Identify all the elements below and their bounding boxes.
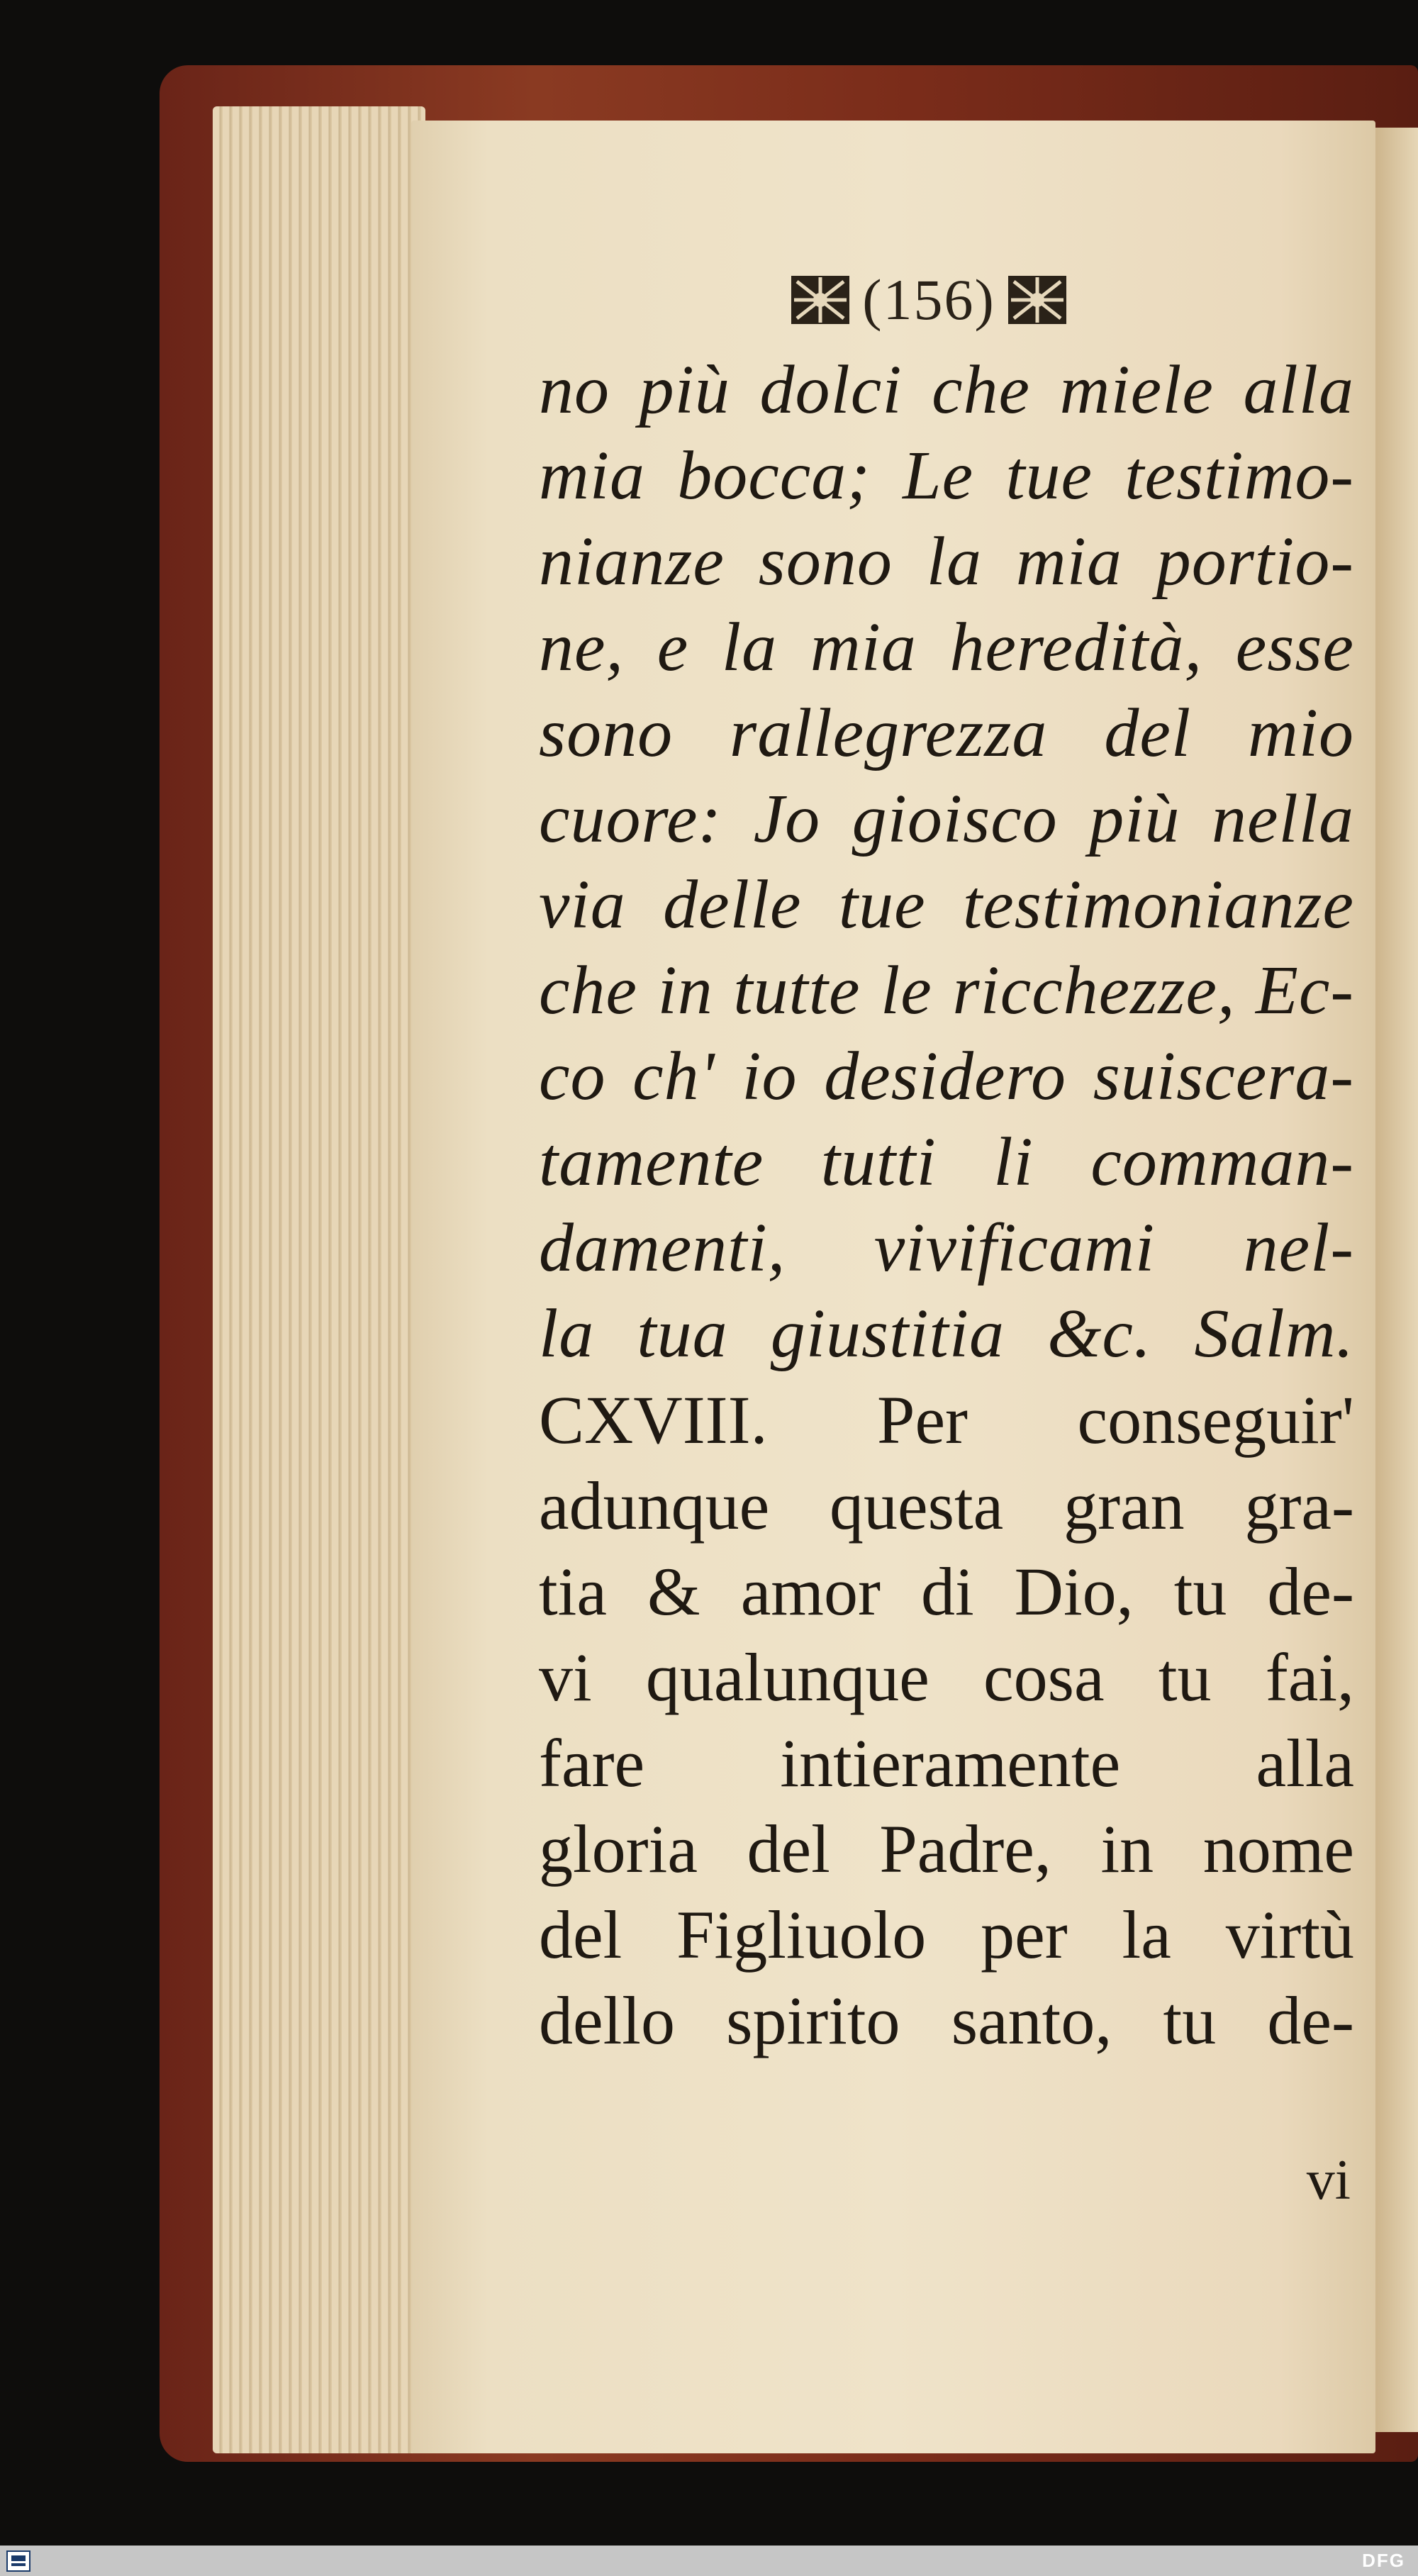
facing-page-edge <box>1375 128 1418 2432</box>
text-line: che in tutte le ricchezze, Ec- <box>539 952 1354 1029</box>
text-line: tamente tutti li comman- <box>539 1124 1354 1200</box>
text-line: via delle tue testimonianze <box>539 866 1354 943</box>
text-line: CXVIII. Per conseguir' <box>539 1382 1354 1458</box>
text-line: ne, e la mia heredità, esse <box>539 609 1354 686</box>
dfg-logo[interactable]: DFG <box>1362 2550 1405 2571</box>
text-line: del Figliuolo per la virtù <box>539 1897 1354 1973</box>
text-line: mia bocca; Le tue testimo- <box>539 437 1354 514</box>
text-line: nianze sono la mia portio- <box>539 523 1354 600</box>
text-line: sono rallegrezza del mio <box>539 695 1354 771</box>
fleuron-ornament-right-icon <box>1005 272 1069 328</box>
text-line: co ch' io desidero suiscera- <box>539 1038 1354 1115</box>
text-line: damenti, vivificami nel- <box>539 1210 1354 1286</box>
text-line: no più dolci che miele alla <box>539 352 1354 428</box>
text-line: cuore: Jo gioisco più nella <box>539 781 1354 857</box>
library-logo-icon[interactable] <box>4 2549 33 2573</box>
page-edges <box>213 106 425 2453</box>
page-header <box>766 261 1092 339</box>
text-line: la tua giustitia &c. Salm. <box>539 1295 1354 1372</box>
text-line: dello spirito santo, tu de- <box>539 1983 1354 2058</box>
page-text <box>539 347 1354 2063</box>
text-line: adunque questa gran gra- <box>539 1468 1354 1544</box>
text-line: tia & amor di Dio, tu de- <box>539 1554 1354 1629</box>
page-number: (156) <box>862 267 995 332</box>
catchword: vi <box>1306 2149 1351 2212</box>
fleuron-ornament-left-icon <box>788 272 852 328</box>
text-line: fare intieramente alla <box>539 1725 1354 1801</box>
viewer-footer-bar <box>0 2546 1418 2576</box>
text-line: gloria del Padre, in nome <box>539 1811 1354 1887</box>
text-line: vi qualunque cosa tu fai, <box>539 1639 1354 1715</box>
